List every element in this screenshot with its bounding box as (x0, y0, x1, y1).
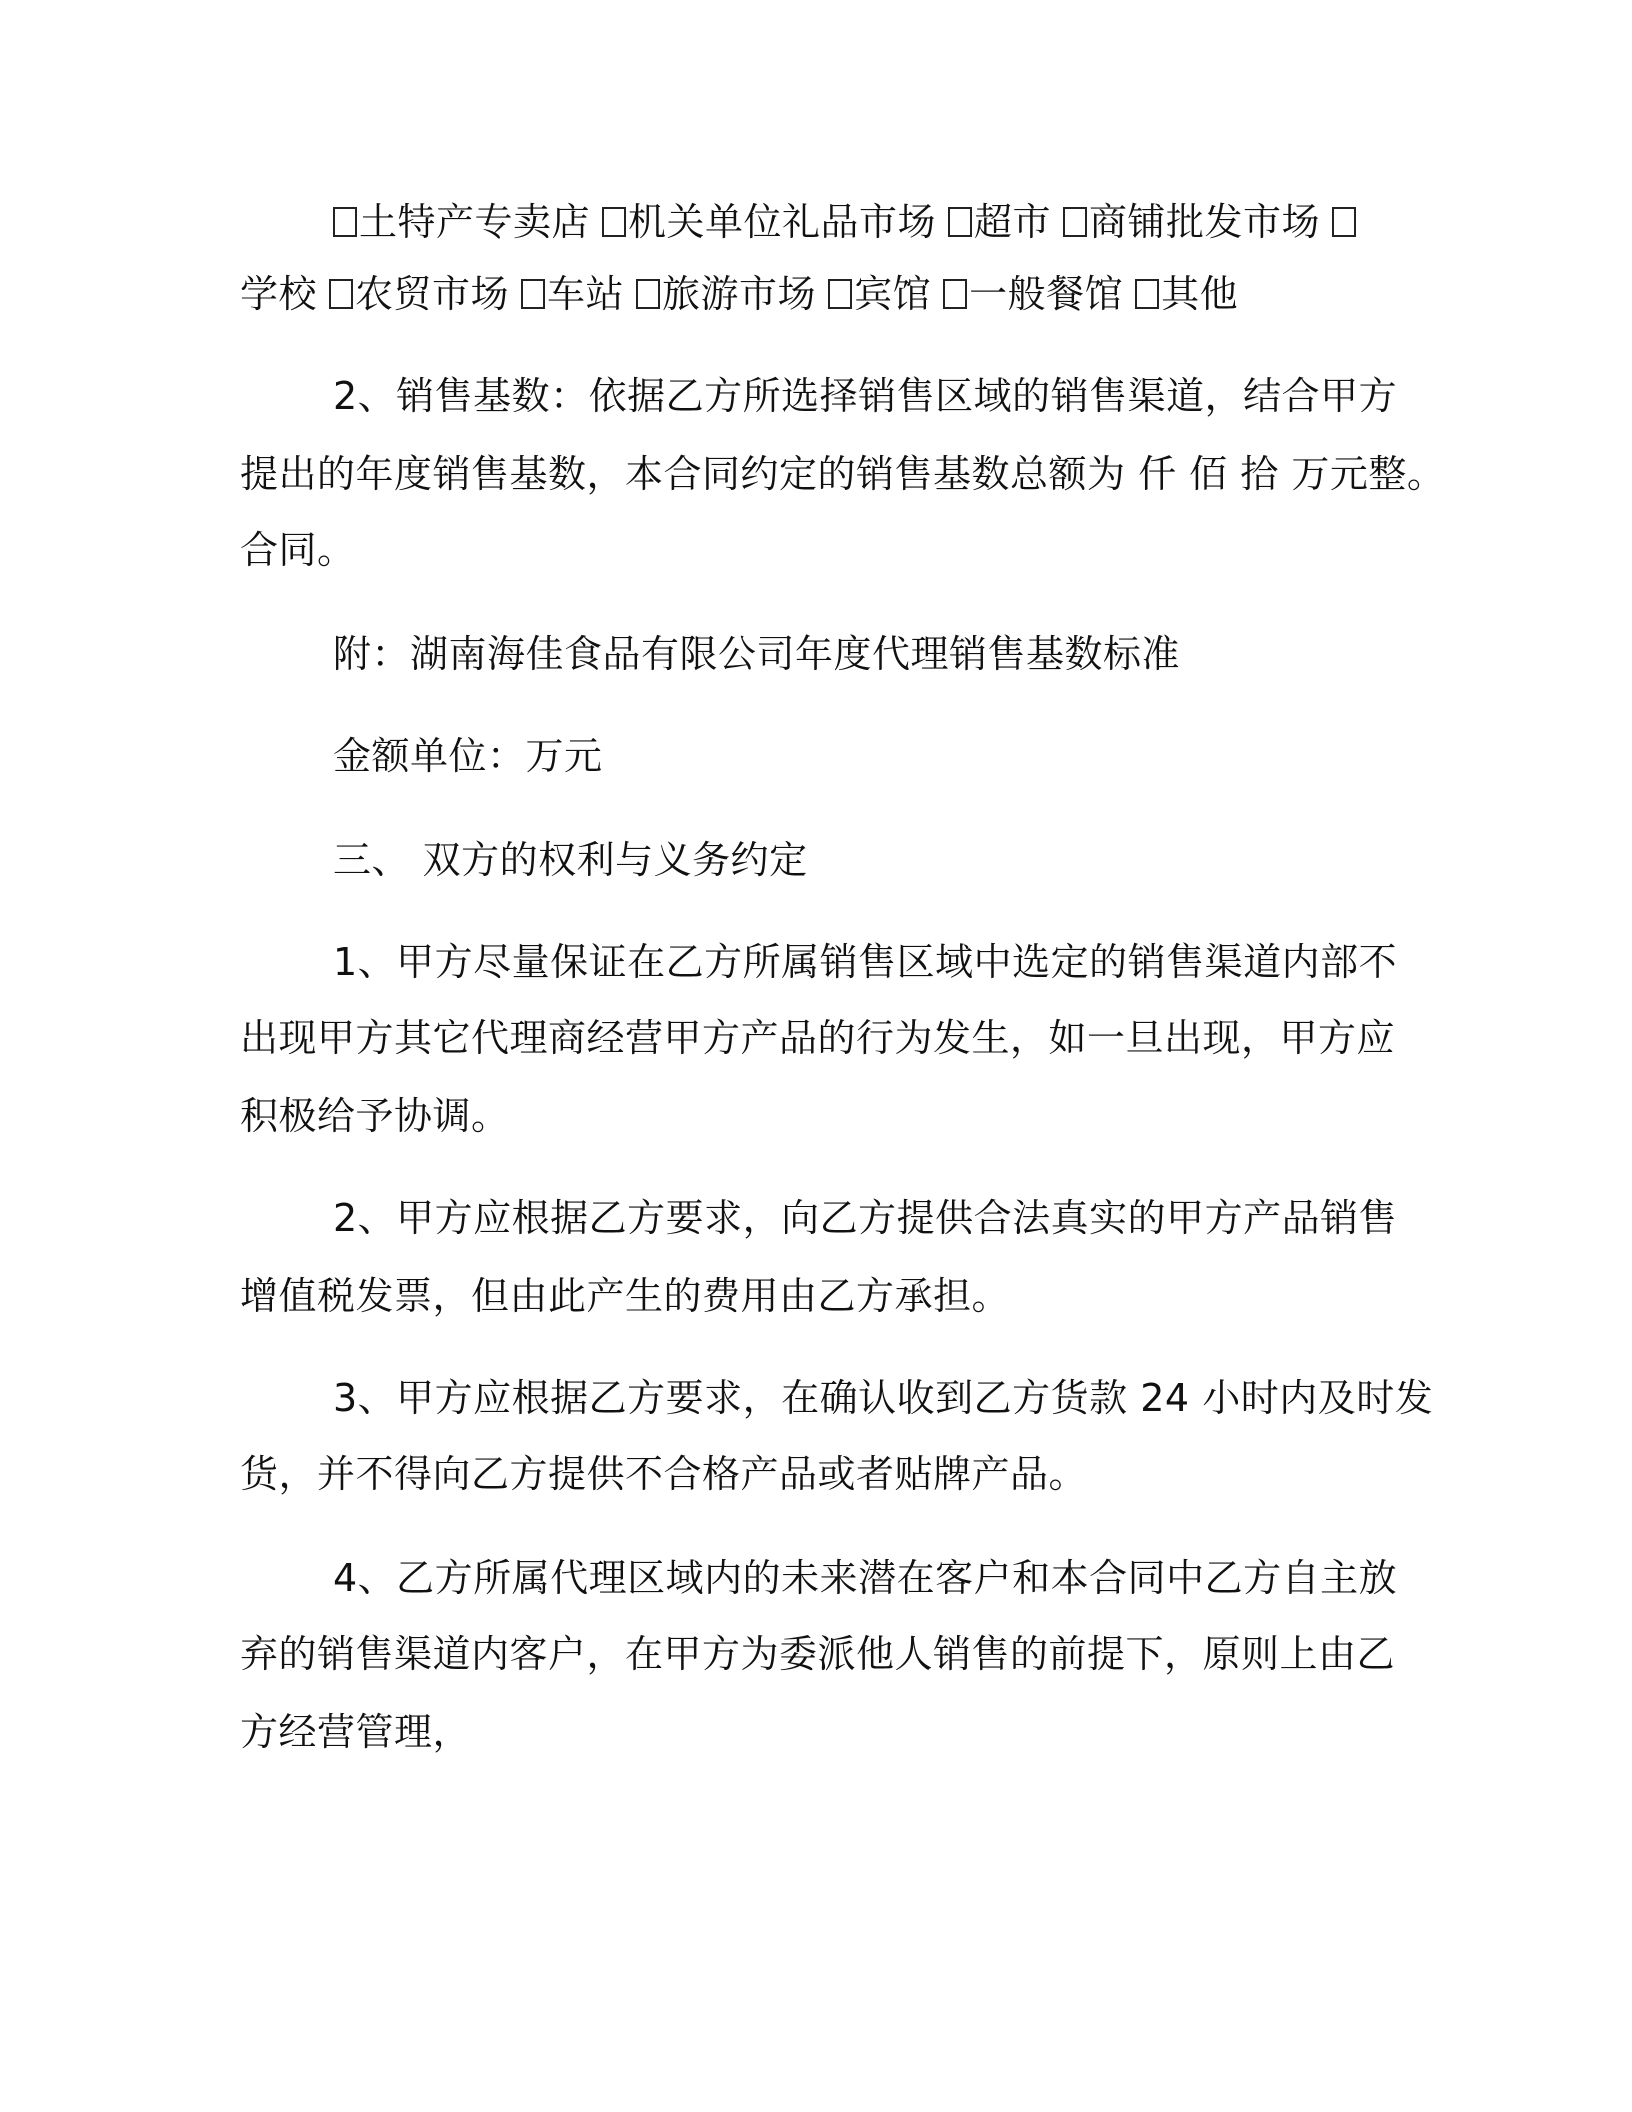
channel-option[interactable] (521, 268, 624, 320)
channel-label: 农贸市场 (355, 272, 510, 316)
checkbox-icon[interactable] (521, 279, 545, 309)
channel-option[interactable] (1135, 268, 1238, 320)
channel-options-row-1 (333, 196, 1370, 248)
checkbox-icon[interactable] (943, 279, 967, 309)
channel-option[interactable] (240, 268, 317, 320)
clause-4-line-1: 4、乙方所属代理区域内的未来潜在客户和本合同中乙方自主放 (333, 1556, 1398, 1600)
channel-label: 土特产专卖店 (359, 200, 591, 244)
checkbox-icon[interactable] (1135, 279, 1159, 309)
clause-4-line-2: 弃的销售渠道内客户，在甲方为委派他人销售的前提下，原则上由乙 (240, 1632, 1396, 1676)
channel-label: 一般餐馆 (969, 272, 1124, 316)
channel-option[interactable] (1063, 196, 1320, 248)
clause-1-line-3: 积极给予协调。 (240, 1094, 510, 1138)
channel-label: 宾馆 (854, 272, 932, 316)
clause-3-line-2: 货，并不得向乙方提供不合格产品或者贴牌产品。 (240, 1452, 1088, 1496)
checkbox-icon[interactable] (948, 207, 972, 237)
clause-2-line-1: 2、甲方应根据乙方要求，向乙方提供合法真实的甲方产品销售 (333, 1196, 1398, 1240)
channel-option-trailing[interactable] (1332, 207, 1358, 237)
checkbox-icon[interactable] (828, 279, 852, 309)
channel-label: 其他 (1161, 272, 1239, 316)
checkbox-icon[interactable] (329, 279, 353, 309)
checkbox-icon[interactable] (333, 207, 357, 237)
checkbox-icon[interactable] (636, 279, 660, 309)
channel-label: 车站 (547, 272, 625, 316)
channel-option[interactable] (948, 196, 1051, 248)
checkbox-icon[interactable] (602, 207, 626, 237)
amount-unit: 金额单位：万元 (333, 734, 603, 778)
channel-options-row-2 (240, 268, 1250, 320)
channel-label: 机关单位礼品市场 (628, 200, 937, 244)
sales-base-line-2: 提出的年度销售基数，本合同约定的销售基数总额为 仟 佰 拾 万元整。 (240, 452, 1446, 496)
clause-1-line-2: 出现甲方其它代理商经营甲方产品的行为发生，如一旦出现，甲方应 (240, 1016, 1396, 1060)
channel-option[interactable] (602, 196, 936, 248)
channel-option[interactable] (329, 268, 509, 320)
clause-2-line-2: 增值税发票，但由此产生的费用由乙方承担。 (240, 1274, 1011, 1318)
channel-label: 学校 (240, 272, 318, 316)
channel-option[interactable] (333, 196, 590, 248)
clause-1-line-1: 1、甲方尽量保证在乙方所属销售区域中选定的销售渠道内部不 (333, 940, 1398, 984)
clause-4-line-3: 方经营管理， (240, 1710, 472, 1754)
channel-option[interactable] (636, 268, 816, 320)
checkbox-icon[interactable] (1332, 207, 1356, 237)
channel-label: 商铺批发市场 (1089, 200, 1321, 244)
sales-base-line-3: 合同。 (240, 528, 356, 572)
sales-base-line-1: 2、销售基数：依据乙方所选择销售区域的销售渠道，结合甲方 (333, 374, 1398, 418)
channel-label: 旅游市场 (662, 272, 817, 316)
section-heading: 三、 双方的权利与义务约定 (333, 838, 808, 882)
checkbox-icon[interactable] (1063, 207, 1087, 237)
channel-option[interactable] (828, 268, 931, 320)
channel-option[interactable] (943, 268, 1123, 320)
appendix-title: 附：湖南海佳食品有限公司年度代理销售基数标准 (333, 632, 1181, 676)
clause-3-line-1: 3、甲方应根据乙方要求，在确认收到乙方货款 24 小时内及时发 (333, 1376, 1434, 1420)
channel-label: 超市 (974, 200, 1052, 244)
